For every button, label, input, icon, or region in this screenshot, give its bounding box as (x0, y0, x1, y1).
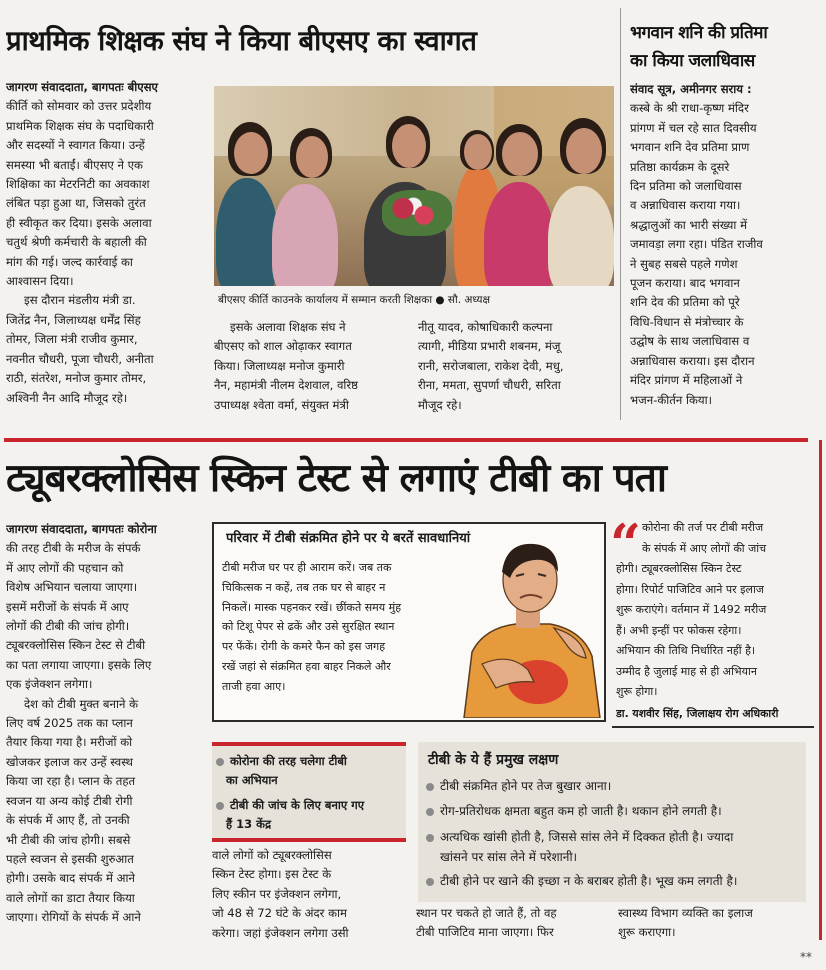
text-line: दिन प्रतिमा को जलाधिवास (630, 179, 742, 194)
symptom-item: रोग-प्रतिरोधक क्षमता बहुत कम हो जाती है। थकान होने लगती है। (426, 799, 802, 824)
byline: जागरण संवाददाता, बागपतः बीएसए (6, 80, 158, 94)
text-line: अश्विनी नैन आदि मौजूद रहे। (6, 390, 128, 405)
top-story-column-2 (214, 318, 410, 415)
text-line: श्रद्धालुओं का भारी संख्या में (630, 217, 748, 232)
text-line: कस्बे के श्री राधा-कृष्ण मंदिर (630, 101, 749, 116)
text-line: नैन, महामंत्री नीलम देशवाल, वरिष्ठ (214, 378, 359, 393)
text-line: समस्या भी बताईं। बीएसए ने एक (6, 157, 143, 172)
text-line: एक इंजेक्शन लगेगा। (6, 677, 93, 692)
quote-attribution: डा. यशवीर सिंह, जिलाक्षय रोग अधिकारी (616, 707, 779, 720)
coughing-man-illustration (454, 532, 602, 718)
symptoms-list (426, 774, 802, 894)
text-line: टीबी पाजिटिव माना जाएगा। फिर (416, 925, 554, 940)
text-line: मंदिर प्रांगण में महिलाओं ने (630, 373, 743, 388)
text-line: हैं। अभी इन्हीं पर फोकस रहेगा। (616, 623, 742, 637)
page-edge-rule (819, 440, 822, 940)
quote-body (642, 518, 812, 559)
top-headline: प्राथमिक शिक्षक संघ ने किया बीएसए का स्वागत (6, 25, 477, 57)
text-line: विशेष अभियान चलाया जाएगा। (6, 580, 138, 595)
section-rule (4, 438, 808, 442)
text-line: और सदस्यों ने स्वागत किया। उन्हें (6, 138, 145, 153)
text-line: खोजकर इलाज कर उन्हें स्वस्थ (6, 754, 133, 769)
text-line: टीबी मरीज घर पर ही आराम करें। जब तक (222, 561, 392, 574)
bullet-icon (426, 808, 434, 816)
text-line: करेगा। जहां इंजेक्शन लगेगा उसी (212, 925, 349, 940)
text-line: पहले स्वजन से इसकी शुरुआत (6, 851, 134, 866)
text-line: ट्यूबरक्लोसिस स्किन टेस्ट से टीबी (6, 638, 146, 653)
text-line: चतुर्थ श्रेणी कर्मचारी के बहाली की (6, 235, 147, 250)
text-line: लोगों की टीबी की जांच होगी। (6, 619, 130, 634)
text-line: उद्घोष के साथ जलाधिवास व (630, 334, 750, 349)
quote-body-cont (616, 559, 812, 703)
text-line: स्वास्थ्य विभाग व्यक्ति का इलाज (618, 906, 753, 920)
precautions-title: परिवार में टीबी संक्रमित होने पर ये बरतें सावधानियां (226, 531, 471, 546)
symptom-item-cont: खांसने पर सांस लेने में परेशानी। (440, 850, 578, 864)
text-line: भी टीबी की जांच होगी। सबसे (6, 832, 131, 847)
text-line: तोमर, जिला मंत्री राजीव कुमार, (6, 332, 138, 347)
text-line: होगा। रिपोर्ट पाजिटिव आने पर इलाज (616, 582, 764, 596)
text-line: कीर्ति को सोमवार को उत्तर प्रदेशीय (6, 99, 152, 114)
footer-mark: ** (800, 950, 812, 964)
bullet-icon (426, 834, 434, 842)
text-line: स्थान पर चकते हो जाते हैं, तो वह (416, 906, 557, 920)
text-line: होगी। ट्यूबरक्लोसिस स्किन टेस्ट (616, 562, 742, 575)
text-line: त्यागी, मीडिया प्रभारी शबनम, मंजू (418, 339, 561, 354)
text-line: इसके अलावा शिक्षक संघ ने (230, 320, 346, 334)
top-story-column-3 (418, 318, 616, 415)
photo-caption: बीएसए कीर्ति काउनके कार्यालय में सम्मान करती शिक्षका ● सौ. अध्यक्ष (218, 294, 491, 306)
text-line: उम्मीद है जुलाई माह से ही अभियान (616, 664, 757, 678)
text-line: होगी। उसके बाद संपर्क में आने (6, 871, 135, 886)
text-line: जमावड़ा लगा रहा। पंडित राजीव (630, 237, 763, 252)
text-line: वाले लोगों को ट्यूबरक्लोसिस (212, 848, 332, 862)
text-line: प्रतिष्ठा कार्यक्रम के दूसरे (630, 159, 730, 174)
bullets-bottom-rule (212, 838, 406, 842)
text-line: चिकित्सक न कहें, तब तक घर से बाहर न (222, 580, 386, 594)
text-line: राठी, संतरेश, मनोज कुमार तोमर, (6, 371, 147, 386)
text-line: प्रांगण में चल रहे सात दिवसीय (630, 120, 757, 135)
text-line: प्राथमिक शिक्षक संघ के पदाधिकारी (6, 118, 154, 133)
text-line: विधि-विधान से मंत्रोच्चार के (630, 314, 744, 329)
text-line: लंबित पड़ा हुआ था, जिसको तुरंत (6, 196, 146, 211)
text-line: स्वजन या अन्य कोई टीबी रोगी (6, 793, 133, 808)
text-line: निकलें। मास्क पहनकर रखें। छींकते समय मुंह (222, 600, 402, 614)
text-line: इस दौरान मंडलीय मंत्री डा. (24, 293, 136, 308)
text-line: देश को टीबी मुक्त बनाने के (24, 696, 138, 711)
text-line: मौजूद रहे। (418, 397, 462, 412)
text-line: जितेंद्र नैन, जिलाध्यक्ष धर्मेंद्र सिंह (6, 312, 141, 327)
text-line: का पता लगाया जाएगा। इसके लिए (6, 657, 152, 672)
text-line: वाले लोगों का डाटा तैयार किया (6, 890, 135, 905)
text-line: स्किन टेस्ट होगा। इस टेस्ट के (212, 867, 332, 882)
text-line: मांग की गई। जल्द कार्रवाई का (6, 254, 133, 269)
text-line: व अन्नाधिवास कराया गया। (630, 198, 741, 213)
text-line: शुरू कराएगा। (618, 925, 676, 940)
text-line: किया जा रहा है। प्लान के तहत (6, 774, 136, 789)
symptom-item: अत्यधिक खांसी होती है, जिससे सांस लेने में दिक्कत होती है। ज्यादा (426, 824, 802, 847)
text-line: शुरू होगा। (616, 685, 658, 698)
bullet-icon (216, 758, 224, 766)
news-photo (214, 86, 614, 286)
tb-column-3 (416, 904, 610, 943)
text-line: को टिशू पेपर से ढकें और उसे सुरक्षित स्थान (222, 620, 395, 634)
text-line: भजन-कीर्तन किया। (630, 392, 713, 407)
bullet-icon (216, 802, 224, 810)
side-story-body (630, 80, 814, 410)
bullet-icon (426, 878, 434, 886)
side-headline-line-1: भगवान शनि की प्रतिमा (630, 23, 768, 43)
byline: संवाद सूत्र, अमीनगर सराय : (630, 82, 752, 96)
text-line: के संपर्क में आए हैं, तो उनकी (6, 813, 130, 828)
text-line: शनि देव की प्रतिमा को पूरे (630, 295, 740, 310)
text-line: लिए स्कीन पर इंजेक्शन लगेगा, (212, 886, 342, 901)
tb-column-2 (212, 846, 406, 943)
bullet-icon (426, 783, 434, 791)
highlight-item: कोरोना की तरह चलेगा टीबी का अभियान (216, 752, 404, 790)
text-line: अन्नाधिवास कराया। इस दौरान (630, 353, 755, 368)
text-line: नीतू यादव, कोषाधिकारी कल्पना (418, 320, 553, 334)
text-line: शुरू कराएंगे। वर्तमान में 1492 मरीज (616, 603, 767, 616)
text-line: लिए वर्ष 2025 तक का प्लान (6, 716, 133, 731)
text-line: आश्वासन दिया। (6, 274, 74, 289)
highlight-item: टीबी की जांच के लिए बनाए गए हैं 13 केंद्र (216, 796, 404, 834)
text-line: रानी, सरोजबाला, राकेश देवी, मधु, (418, 358, 564, 373)
text-line: नवनीत चौधरी, पूजा चौधरी, अनीता (6, 351, 154, 366)
text-line: जाएगा। रोगियों के संपर्क में आने (6, 910, 141, 925)
symptoms-title: टीबी के ये हैं प्रमुख लक्षण (428, 752, 559, 768)
text-line: अभियान की तिथि निर्धारित नहीं है। (616, 644, 756, 657)
tb-column-1 (6, 520, 204, 928)
text-line: किया। जिलाध्यक्ष मनोज कुमारी (214, 358, 345, 373)
text-line: जो 48 से 72 घंटे के अंदर काम (212, 906, 347, 921)
text-line: कोरोना की तर्ज पर टीबी मरीज (642, 521, 764, 534)
tb-headline: ट्यूबरक्लोसिस स्किन टेस्ट से लगाएं टीबी का पता (6, 456, 666, 501)
text-line: की तरह टीबी के मरीज के संपर्क (6, 541, 141, 556)
symptom-item: टीबी होने पर खाने की इच्छा न के बराबर होती है। भूख कम लगती है। (426, 867, 802, 894)
quote-underline (612, 726, 814, 728)
quote-mark-icon: “ (610, 512, 642, 576)
top-story-column-1 (6, 78, 204, 408)
text-line: शिक्षिका का मेटरनिटी का अवकाश (6, 177, 150, 192)
text-line: ताजी हवा आए। (222, 679, 286, 693)
text-line: रीना, ममता, सुपर्णा चौधरी, सरिता (418, 378, 561, 393)
byline: जागरण संवाददाता, बागपतः कोरोना (6, 522, 157, 536)
text-line: ही स्वीकृत कर दिया। इसके अलावा (6, 215, 152, 230)
side-headline-line-2: का किया जलाधिवास (630, 51, 755, 71)
text-line: बीएसए को शाल ओढ़ाकर स्वागत (214, 339, 352, 354)
text-line: तैयार किया गया है। मरीजों को (6, 735, 133, 750)
tb-column-4 (618, 904, 814, 943)
text-line: ने सुबह सबसे पहले गणेश (630, 256, 738, 271)
text-line: उपाध्यक्ष श्वेता वर्मा, संयुक्त मंत्री (214, 397, 349, 412)
column-divider (620, 8, 621, 420)
text-line: पूजन कराया। बाद भगवान (630, 276, 740, 291)
text-line: में आए लोगों की पहचान को (6, 560, 124, 575)
text-line: भगवान शनि देव प्रतिमा प्राण (630, 140, 750, 155)
text-line: इसमें मरीजों के संपर्क में आए (6, 599, 129, 614)
text-line: के संपर्क में आए लोगों की जांच (642, 541, 767, 555)
symptom-item: टीबी संक्रमित होने पर तेज बुखार आना। (426, 774, 802, 799)
text-line: पर फेंकें। रोगी के कमरे फैन को इस जगह (222, 640, 386, 654)
precautions-body (222, 558, 458, 697)
text-line: रखें जहां से संक्रमित हवा बाहर निकले और (222, 659, 391, 673)
